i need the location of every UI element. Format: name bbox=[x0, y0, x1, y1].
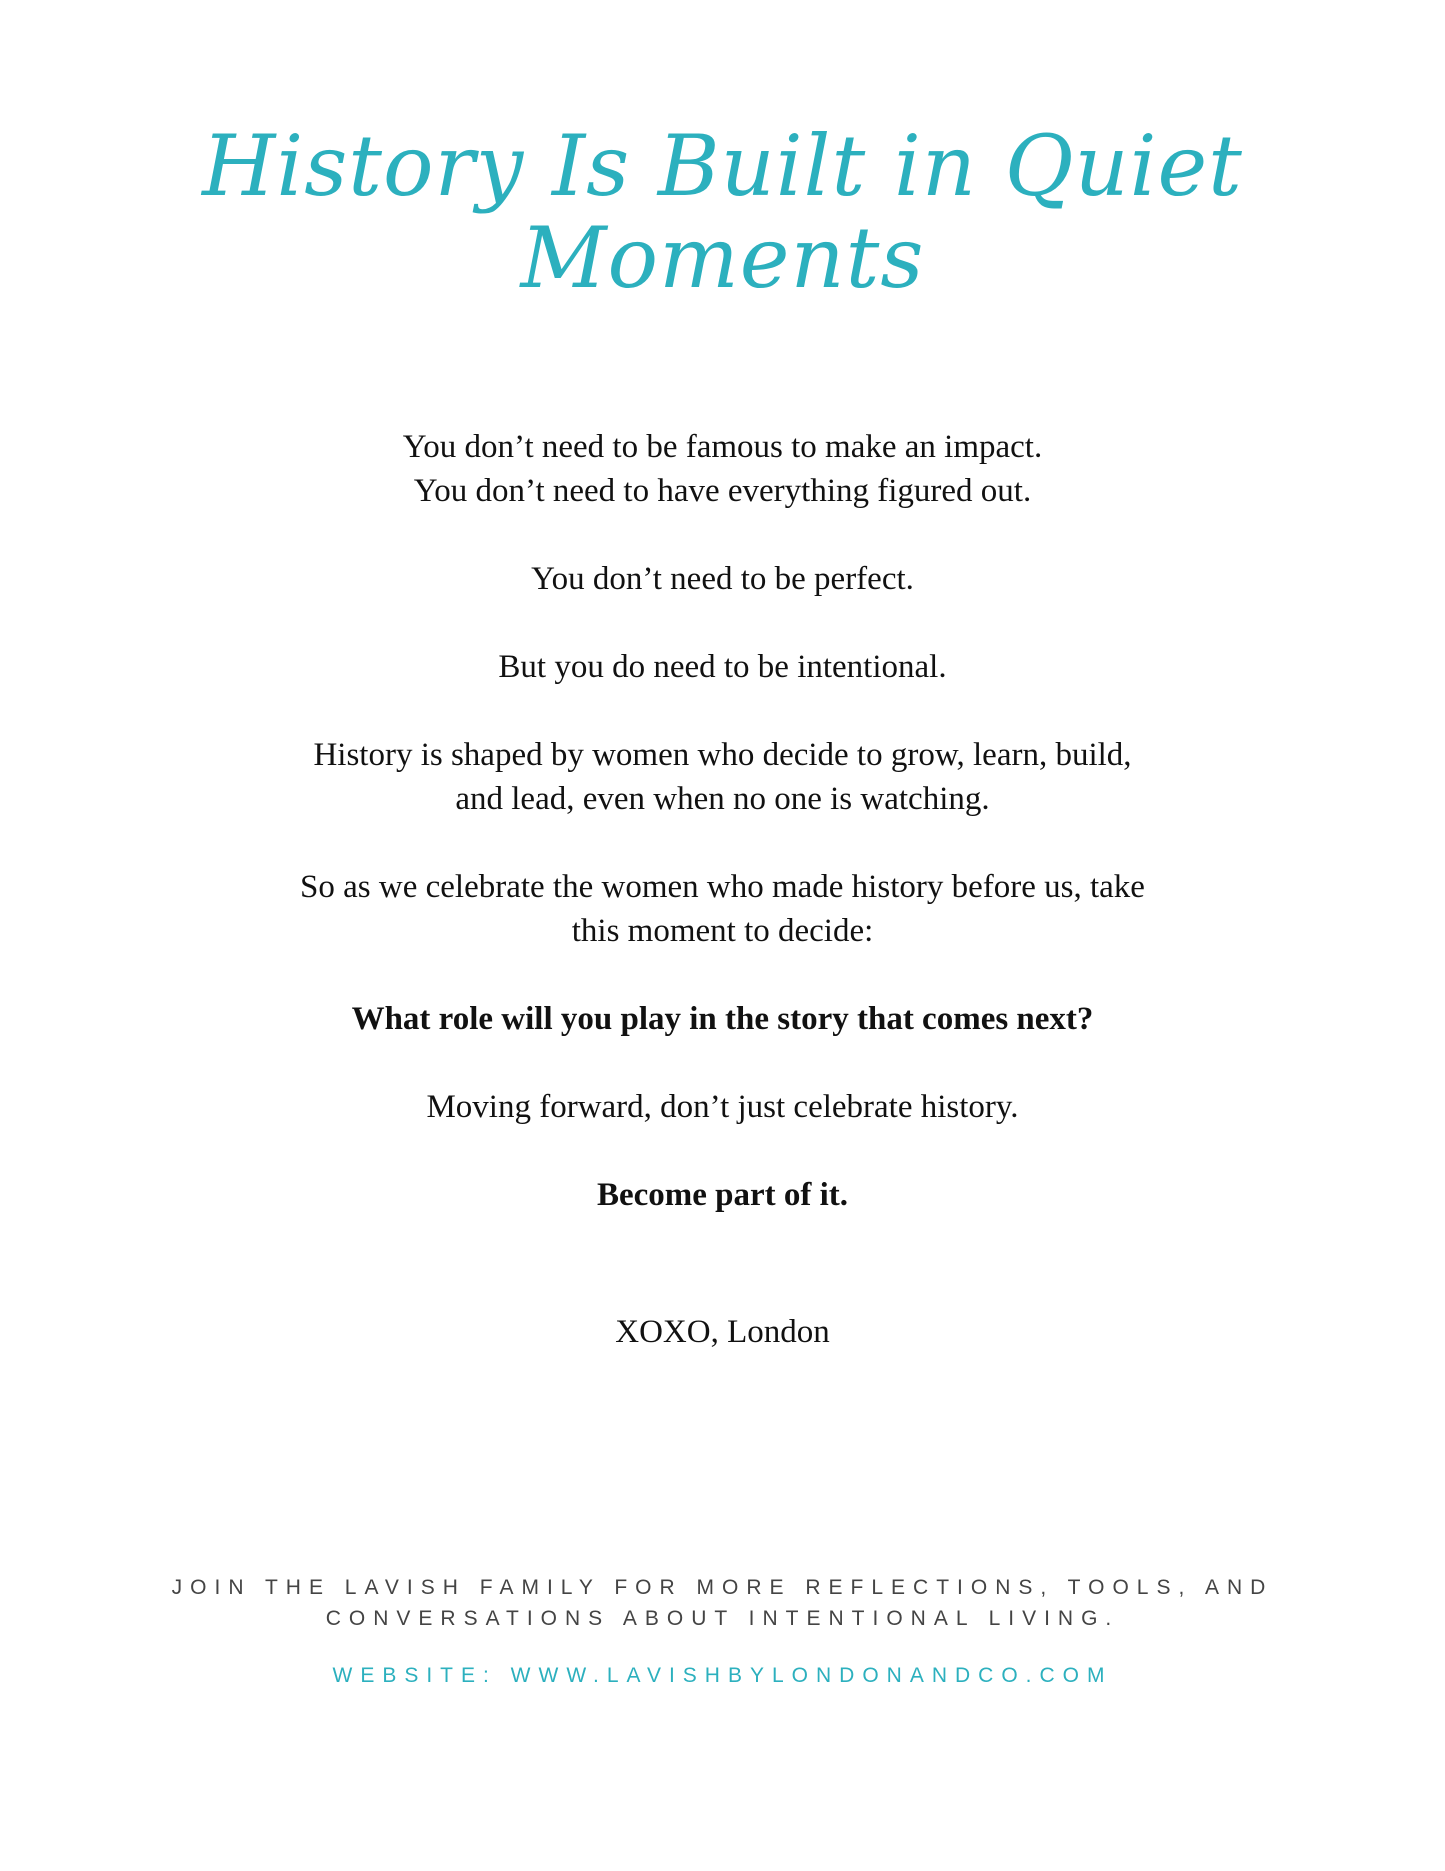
paragraph bbox=[150, 645, 1295, 689]
paragraph-line: But you do need to be intentional. bbox=[498, 649, 947, 685]
paragraph-line: You don’t need to be perfect. bbox=[531, 561, 914, 597]
paragraph-line: Moving forward, don’t just celebrate history. bbox=[426, 1089, 1019, 1125]
paragraph-line: and lead, even when no one is watching. bbox=[455, 781, 990, 817]
paragraph-line: You don’t need to be famous to make an impact. bbox=[402, 429, 1043, 465]
paragraph bbox=[150, 865, 1295, 953]
paragraph bbox=[150, 1085, 1295, 1129]
footer-invitation bbox=[100, 1572, 1345, 1634]
paragraph-line: You don’t need to have everything figured out. bbox=[413, 473, 1032, 509]
paragraph-line: What role will you play in the story that comes next? bbox=[351, 1001, 1094, 1037]
paragraph-line: History is shaped by women who decide to grow, learn, build, bbox=[313, 737, 1132, 773]
paragraph bbox=[150, 425, 1295, 513]
signoff: XOXO, London bbox=[615, 1314, 830, 1350]
paragraph-line: So as we celebrate the women who made history before us, take bbox=[300, 869, 1145, 905]
footer-line: CONVERSATIONS ABOUT INTENTIONAL LIVING. bbox=[325, 1607, 1120, 1630]
bold-question bbox=[150, 997, 1295, 1041]
paragraph bbox=[150, 733, 1295, 821]
bold-callout bbox=[150, 1173, 1295, 1217]
body-text bbox=[150, 425, 1295, 1261]
website-link[interactable]: WEBSITE: WWW.LAVISHBYLONDONANDCO.COM bbox=[332, 1664, 1113, 1687]
paragraph bbox=[150, 557, 1295, 601]
page-title: History Is Built in Quiet Moments bbox=[202, 117, 1243, 308]
paragraph-line: Become part of it. bbox=[596, 1177, 849, 1213]
paragraph-line: this moment to decide: bbox=[571, 913, 874, 949]
footer-line: JOIN THE LAVISH FAMILY FOR MORE REFLECTIONS, TOOLS, AND bbox=[171, 1576, 1274, 1599]
